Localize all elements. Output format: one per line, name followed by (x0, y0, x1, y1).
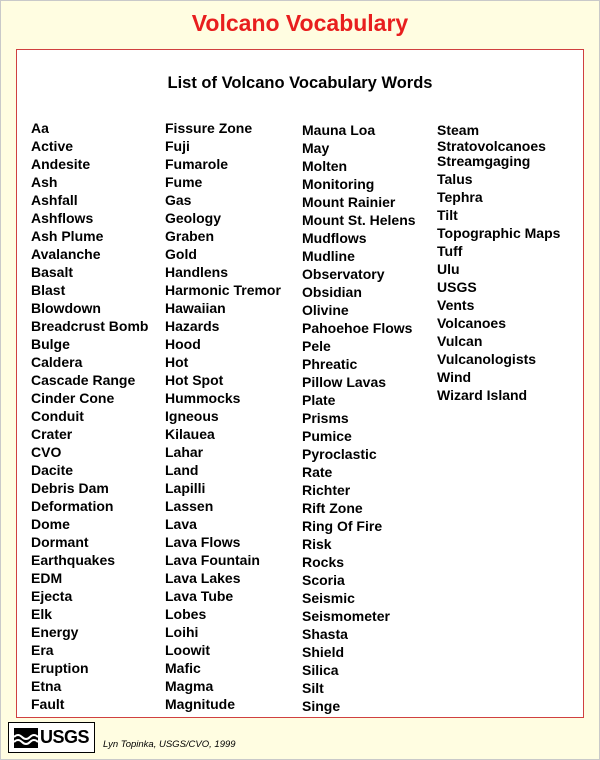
vocabulary-word: Pahoehoe Flows (302, 320, 413, 336)
vocabulary-word: Handlens (165, 264, 229, 280)
vocabulary-word: Silica (302, 662, 339, 678)
vocabulary-word: Wind (437, 368, 472, 385)
vocabulary-word: EDM (31, 570, 63, 586)
vocabulary-word: Conduit (31, 408, 84, 424)
vocabulary-word: Debris Dam (31, 480, 109, 496)
vocabulary-word: Molten (302, 158, 348, 174)
vocabulary-word: Caldera (31, 354, 83, 370)
vocabulary-word: Basalt (31, 264, 74, 280)
vocabulary-word: Dome (31, 516, 70, 532)
footer (8, 722, 598, 752)
list-heading: List of Volcano Vocabulary Words (167, 74, 433, 92)
word-column-1 (31, 119, 148, 713)
vocabulary-word: Blowdown (31, 300, 101, 316)
vocabulary-word: Loihi (165, 624, 199, 640)
vocabulary-word: Lava Flows (165, 534, 241, 550)
vocabulary-word: Dormant (31, 534, 89, 550)
vocabulary-word: Hawaiian (165, 300, 226, 316)
vocabulary-word: Fissure Zone (165, 120, 253, 136)
vocabulary-word: Elk (31, 606, 53, 622)
vocabulary-word: Geology (165, 210, 222, 226)
vocabulary-word: Lava (165, 516, 197, 532)
vocabulary-word: Lahar (165, 444, 204, 460)
vocabulary-word: Ashfall (31, 192, 78, 208)
credit-line: Lyn Topinka, USGS/CVO, 1999 (103, 739, 236, 750)
vocabulary-word: Pumice (302, 428, 352, 444)
vocabulary-word: Magma (165, 678, 214, 694)
vocabulary-word: Etna (31, 678, 62, 694)
vocabulary-word: Cinder Cone (31, 390, 115, 406)
page-title: Volcano Vocabulary (191, 10, 409, 36)
vocabulary-word: Ulu (437, 260, 460, 277)
vocabulary-word: Phreatic (302, 356, 358, 372)
vocabulary-word: Plate (302, 392, 336, 408)
vocabulary-word: Monitoring (302, 176, 375, 192)
vocabulary-word: Land (165, 462, 199, 478)
vocabulary-word: Lava Fountain (165, 552, 260, 568)
vocabulary-word: Ejecta (31, 588, 73, 604)
vocabulary-word: Seismometer (302, 608, 390, 624)
vocabulary-word: Rift Zone (302, 500, 363, 516)
vocabulary-word: Fault (31, 696, 65, 712)
vocabulary-list-box (16, 49, 584, 718)
vocabulary-word: Ashflows (31, 210, 94, 226)
vocabulary-word: Talus (437, 170, 473, 187)
vocabulary-word: Tilt (437, 206, 458, 223)
vocabulary-word: Prisms (302, 410, 349, 426)
vocabulary-word: USGS (437, 278, 477, 295)
vocabulary-word: Streamgaging (437, 153, 531, 169)
vocabulary-word: Mudflows (302, 230, 367, 246)
vocabulary-word: Graben (165, 228, 215, 244)
word-column-3 (302, 121, 416, 715)
vocabulary-word: Vulcan (437, 332, 483, 349)
vocabulary-word: Observatory (302, 266, 385, 282)
vocabulary-word: Bulge (31, 336, 70, 352)
vocabulary-word: Scoria (302, 572, 345, 588)
vocabulary-word: May (302, 140, 330, 156)
vocabulary-word: Lava Lakes (165, 570, 241, 586)
vocabulary-word: Crater (31, 426, 73, 442)
vocabulary-word: Wizard Island (437, 386, 528, 403)
vocabulary-word: Magnitude (165, 696, 235, 712)
vocabulary-word: Lassen (165, 498, 214, 514)
usgs-logo-text: USGS (39, 727, 89, 747)
vocabulary-word: Hot (165, 354, 189, 370)
vocabulary-word: Gold (165, 246, 197, 262)
vocabulary-word: Ash Plume (31, 228, 104, 244)
vocabulary-word: Mafic (165, 660, 201, 676)
vocabulary-word: Tephra (437, 188, 483, 205)
vocabulary-word: Topographic Maps (437, 224, 561, 241)
usgs-logo (8, 722, 95, 753)
vocabulary-word: Lava Tube (165, 588, 234, 604)
vocabulary-word: Fuji (165, 138, 190, 154)
vocabulary-word: Fumarole (165, 156, 229, 172)
vocabulary-word: Aa (31, 120, 49, 136)
vocabulary-word: Blast (31, 282, 66, 298)
usgs-wave-icon (14, 728, 38, 748)
vocabulary-word: Seismic (302, 590, 355, 606)
vocabulary-word: Mudline (302, 248, 355, 264)
vocabulary-word: Mount St. Helens (302, 212, 416, 228)
vocabulary-word: Gas (165, 192, 192, 208)
vocabulary-word: Volcanoes (437, 314, 506, 331)
vocabulary-word: Vents (437, 296, 475, 313)
vocabulary-word: Dacite (31, 462, 74, 478)
vocabulary-word: Risk (302, 536, 332, 552)
vocabulary-word: Loowit (165, 642, 211, 658)
vocabulary-word: Mount Rainier (302, 194, 396, 210)
vocabulary-word: Deformation (31, 498, 114, 514)
vocabulary-word: Andesite (31, 156, 91, 172)
vocabulary-word: Rocks (302, 554, 345, 570)
vocabulary-word: Ring Of Fire (302, 518, 383, 534)
vocabulary-word: Hazards (165, 318, 220, 334)
vocabulary-word: Rate (302, 464, 333, 480)
vocabulary-word: Pyroclastic (302, 446, 377, 462)
vocabulary-word: Pele (302, 338, 331, 354)
vocabulary-word: Eruption (31, 660, 89, 676)
vocabulary-word: Avalanche (31, 246, 101, 262)
vocabulary-word: Kilauea (165, 426, 215, 442)
vocabulary-word: Cascade Range (31, 372, 136, 388)
vocabulary-word: Richter (302, 482, 351, 498)
vocabulary-word: CVO (31, 444, 62, 460)
vocabulary-word: Energy (31, 624, 79, 640)
vocabulary-word: Hot Spot (165, 372, 224, 388)
vocabulary-word: Active (31, 138, 74, 154)
vocabulary-word: Shasta (302, 626, 348, 642)
vocabulary-word: Steam (437, 122, 480, 138)
vocabulary-word: Hummocks (165, 390, 241, 406)
vocabulary-word: Singe (302, 698, 341, 714)
vocabulary-word: Silt (302, 680, 324, 696)
vocabulary-word: Era (31, 642, 54, 658)
vocabulary-word: Vulcanologists (437, 350, 537, 367)
vocabulary-word: Pillow Lavas (302, 374, 387, 390)
vocabulary-word: Igneous (165, 408, 219, 424)
vocabulary-word: Earthquakes (31, 552, 116, 568)
vocabulary-word: Tuff (437, 242, 463, 259)
vocabulary-word: Harmonic Tremor (165, 282, 281, 298)
vocabulary-word: Lapilli (165, 480, 206, 496)
vocabulary-word: Mauna Loa (302, 122, 376, 138)
vocabulary-word: Ash (31, 174, 58, 190)
vocabulary-word: Fume (165, 174, 203, 190)
vocabulary-word: Olivine (302, 302, 349, 318)
vocabulary-word: Lobes (165, 606, 207, 622)
vocabulary-word: Hood (165, 336, 201, 352)
word-column-4 (437, 123, 560, 404)
vocabulary-word: Obsidian (302, 284, 362, 300)
vocabulary-word: Stratovolcanoes (437, 137, 546, 154)
word-column-2 (165, 119, 281, 713)
vocabulary-word: Shield (302, 644, 345, 660)
vocabulary-word: Breadcrust Bomb (31, 318, 149, 334)
